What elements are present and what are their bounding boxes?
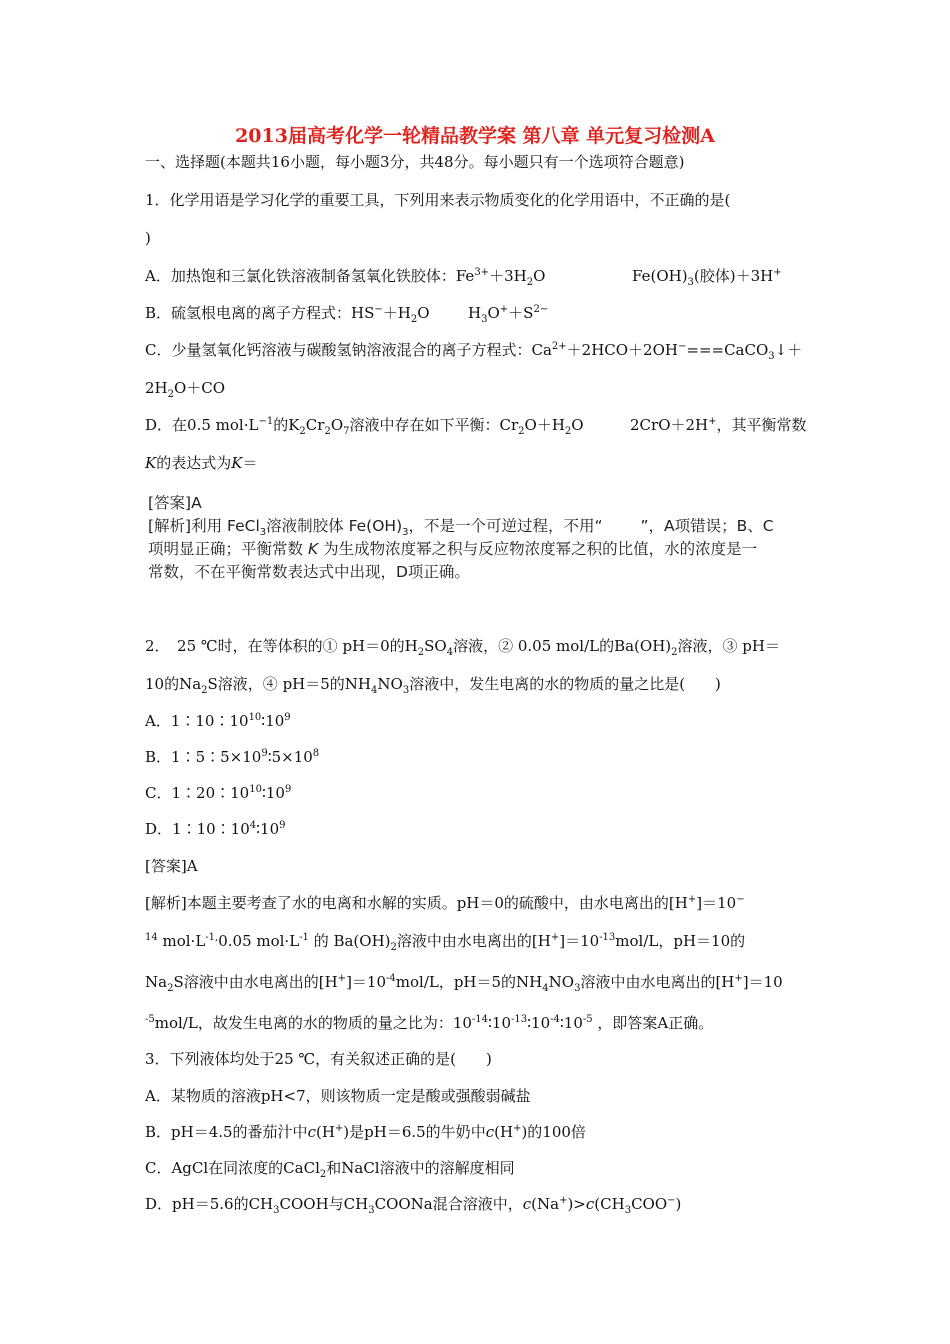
q1-option-d: D．在0.5 $mol\cdot L^{-1}$的$K_2Cr_2O_7$溶液中存在如下平衡：$Cr_2O+H_2O$ xyxy=(145,416,584,437)
q2-option-d: D．$1∶10∶10^4∶10^9$ xyxy=(145,820,286,838)
q1-stem: 1．化学用语是学习化学的重要工具，下列用来表示物质变化的化学用语中，不正确的是( xyxy=(145,191,731,209)
q2-explanation-line2: $^{14}$ $mol\cdot L^{-1,}0.05$ $mol\cdot L^{-1}$ 的 $Ba(OH)_2$溶液中由水电离出的$[H^+]=10^{-13}mol/L$，pH＝10的 xyxy=(145,932,746,953)
q1-option-c: C．少量氢氧化钙溶液与碳酸氢钠溶液混合的离子方程式：$Ca^{2+}+2HCO+2OH^-===CaCO_3↓+$ xyxy=(145,341,803,362)
q2-stem-cont: 10的$Na_2S$溶液，④ pH＝5的$NH_4NO_3$溶液中，发生电离的水的物质的量之比是( ) xyxy=(145,675,721,696)
q1-explanation-line3: 常数，不在平衡常数表达式中出现，D项正确。 xyxy=(148,563,470,581)
q2-option-a: A．$1∶10∶10^{10}∶10^9$ xyxy=(145,712,291,730)
q1-explanation-line2: 项明显正确；平衡常数 K 为生成物浓度幂之积与反应物浓度幂之积的比值，水的浓度是一 xyxy=(148,540,758,558)
q1-answer: [答案]A xyxy=(148,494,202,512)
q1-explanation-line1: [解析]利用 FeCl$_3$溶液制胶体 $Fe(OH)_3$，不是一个可逆过程，不用“ ”，A项错误；B、C xyxy=(148,517,774,539)
section-heading: 一、选择题(本题共16小题，每小题3分，共48分。每小题只有一个选项符合题意) xyxy=(145,153,685,171)
q1-option-d-cont: K的表达式为K＝ xyxy=(145,454,258,472)
q2-stem: 2． 25 ℃时，在等体积的① pH＝0的$H_2SO_4$溶液，② 0.05 mol/L的$Ba(OH)_2$溶液，③ pH＝ xyxy=(145,637,780,658)
q1-option-b: B．硫氢根电离的离子方程式：$HS^-+H_2O$ xyxy=(145,304,430,325)
q2-answer: [答案]A xyxy=(145,857,198,875)
q2-explanation-line4: $^{-5}$mol/L，故发生电离的水的物质的量之比为：$10^{-14}∶10^{-13}∶10^{-4}∶10^{-5}$ ，即答案A正确。 xyxy=(145,1014,714,1032)
q1-answer-block xyxy=(148,492,818,584)
q3-option-c: C．AgCl在同浓度的CaCl$_2$和NaCl溶液中的溶解度相同 xyxy=(145,1159,515,1180)
q1-option-a: A．加热饱和三氯化铁溶液制备氢氧化铁胶体：$Fe^{3+}+3H_2O$ xyxy=(145,267,546,288)
document-title: 2013届高考化学一轮精品教学案 第八章 单元复习检测A xyxy=(235,125,715,147)
q3-option-d: D．pH＝5.6的$CH_3COOH$与$CH_3COONa$混合溶液中，$c(Na^+)>c(CH_3COO^-)$ xyxy=(145,1195,682,1216)
q3-option-a: A．某物质的溶液pH<7，则该物质一定是酸或强酸弱碱盐 xyxy=(145,1087,531,1105)
q3-option-b: B．pH＝4.5的番茄汁中c(H+)是pH＝6.5的牛奶中c(H+)的100倍 xyxy=(145,1123,586,1141)
q1-option-b-right: $H_3O^++S^{2-}$ xyxy=(468,304,549,325)
q1-option-a-right: $Fe(OH)_3$(胶体)＋3H+ xyxy=(632,267,782,288)
q1-option-d-right: 2CrO＋2H+，其平衡常数 xyxy=(630,416,807,434)
q2-explanation-line1: [解析]本题主要考查了水的电离和水解的实质。pH＝0的硫酸中，由水电离出的[H+]＝10− xyxy=(145,894,745,912)
q2-explanation-line3: $Na_2S$溶液中由水电离出的$[H^+]=10^{-4}mol/L$，pH＝5的$NH_4NO_3$溶液中由水电离出的[H+]＝10 xyxy=(145,973,783,994)
q2-option-c: C．$1∶20∶10^{10}∶10^9$ xyxy=(145,784,292,802)
q3-stem: 3．下列液体均处于25 ℃，有关叙述正确的是( ) xyxy=(145,1050,492,1068)
q2-option-b: B．$1∶5∶5\times 10^9∶5\times 10^8$ xyxy=(145,748,320,766)
q1-option-c-cont: $2H_2O+CO$ xyxy=(145,379,226,400)
q1-stem-cont: ) xyxy=(145,229,151,247)
